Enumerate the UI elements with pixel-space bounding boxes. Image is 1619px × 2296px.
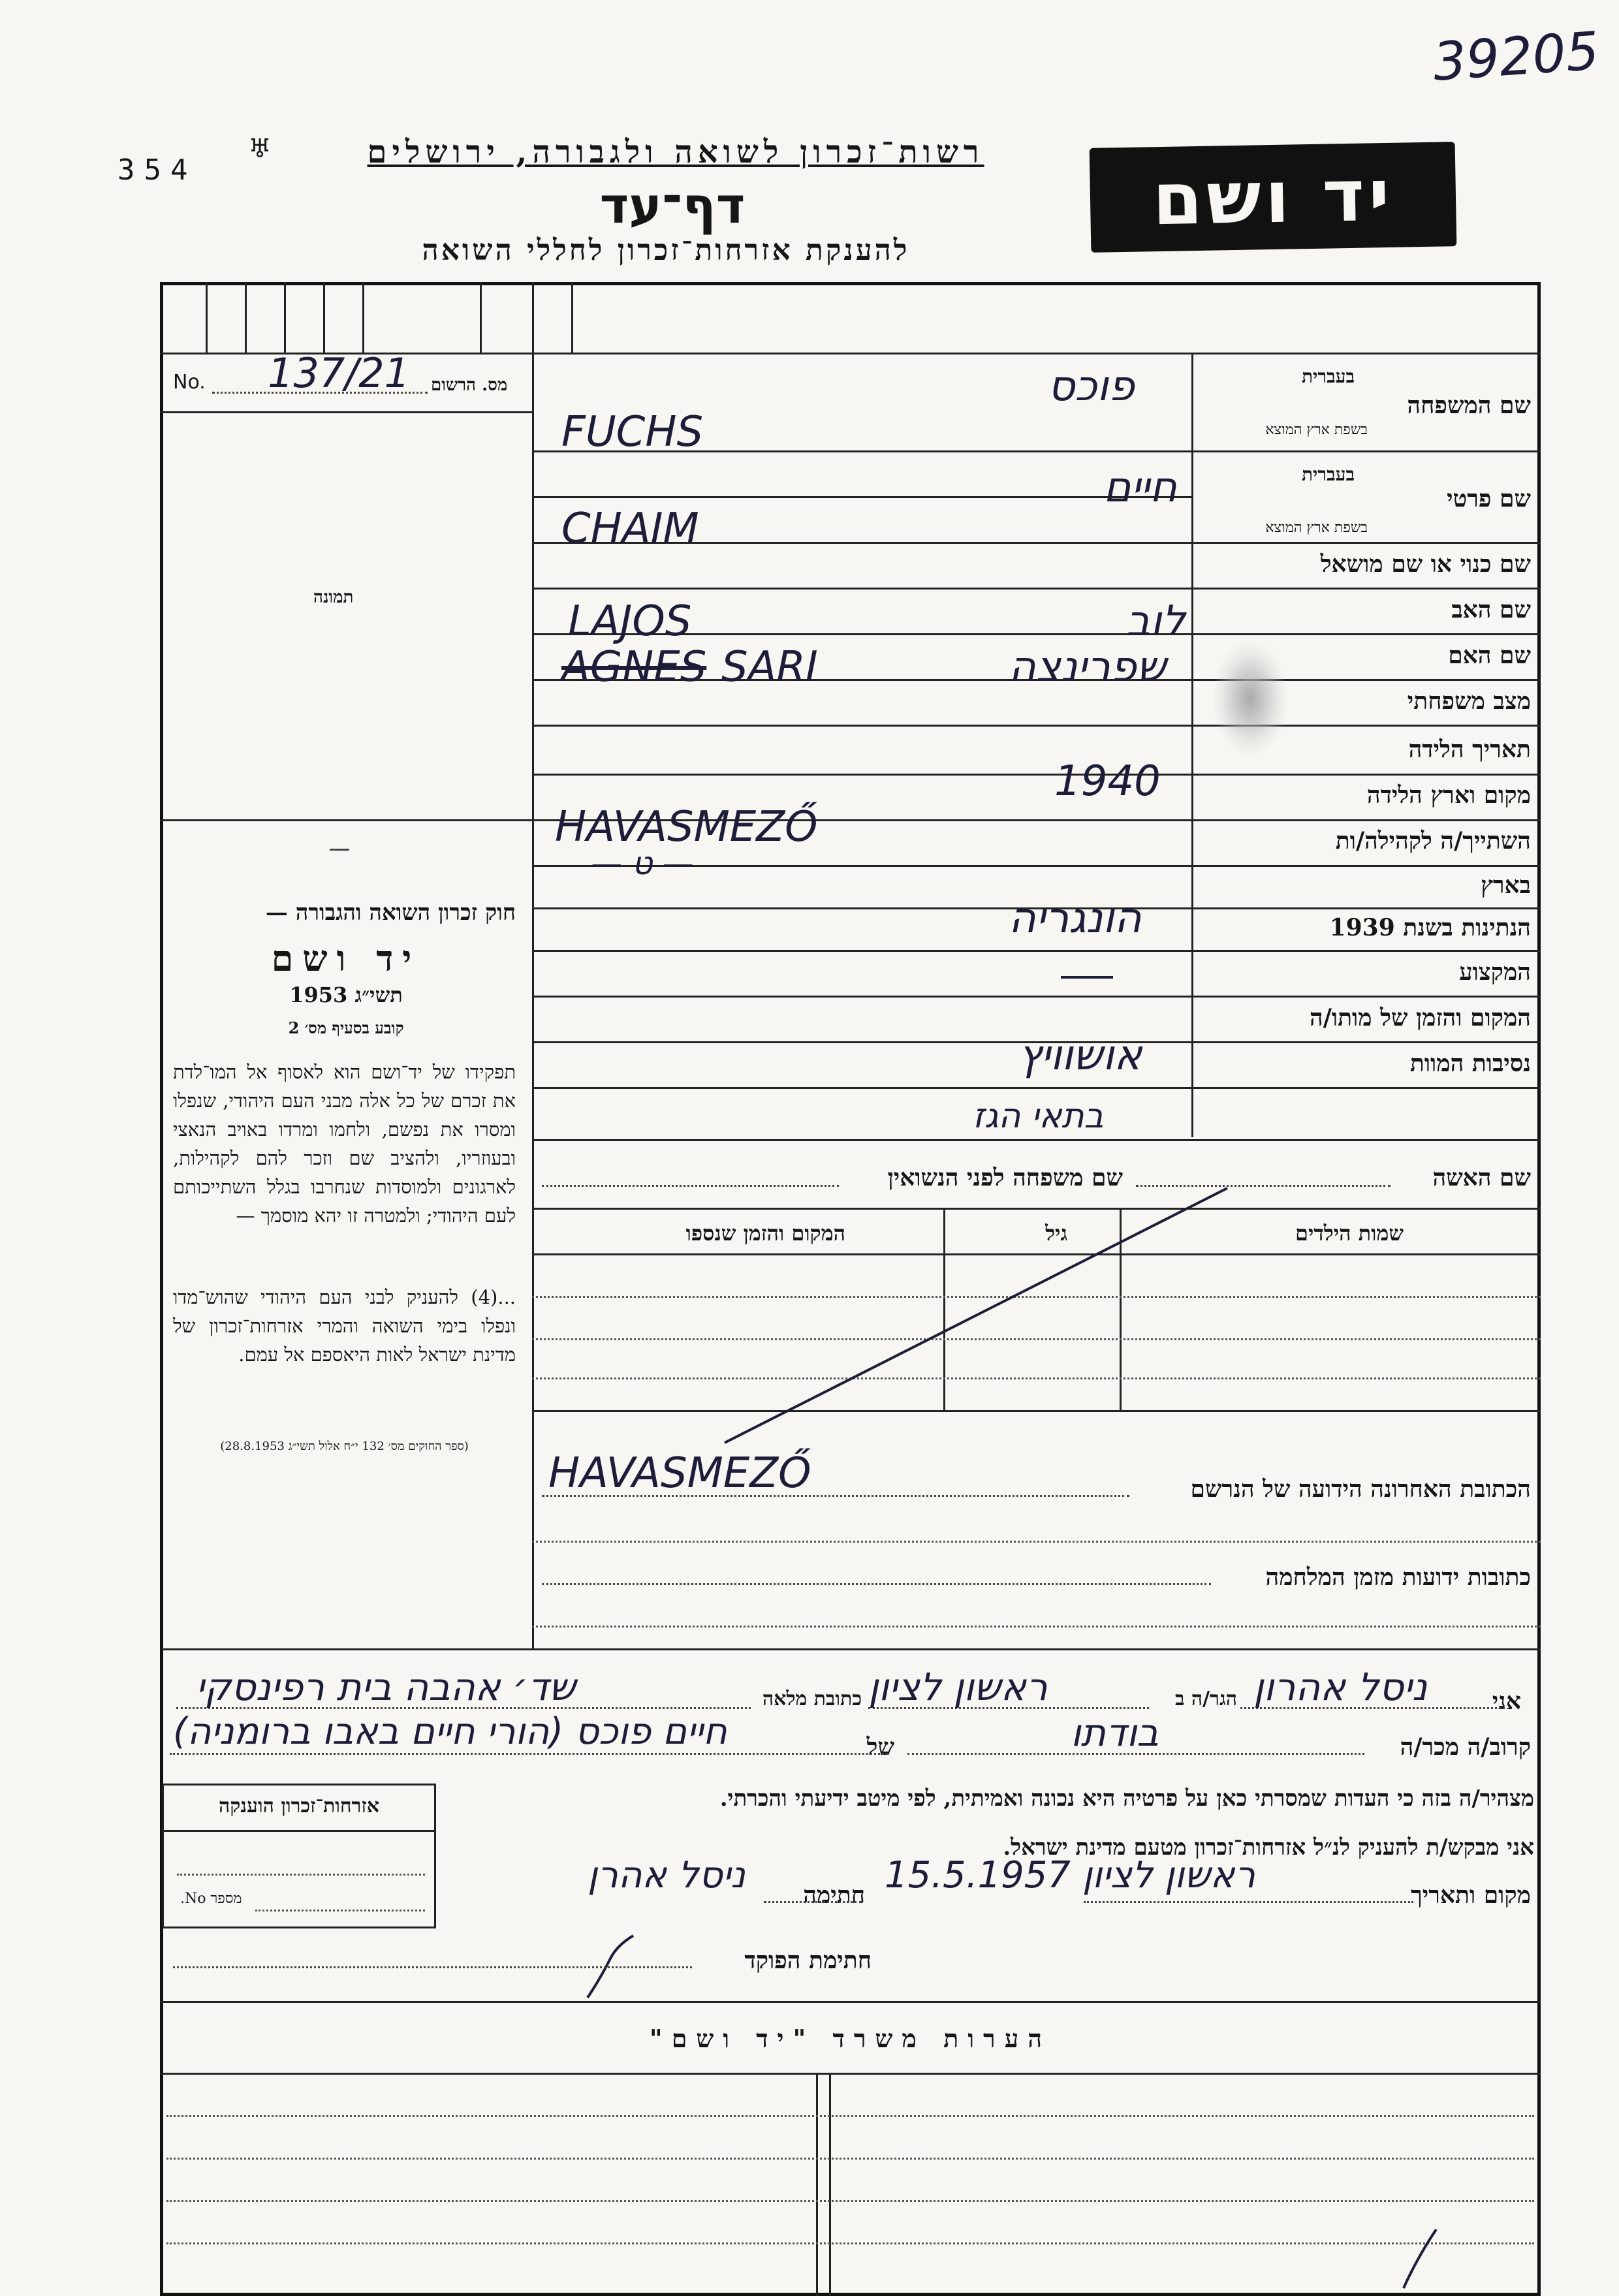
value-declarant-name[interactable]: ניסל אהרון [1253,1665,1428,1709]
law-text-2: ...(4) להעניק לבני העם היהודי שהוש־מדו ונפלו בימי השואה והמרי אזרחות־זכרון של מדינת ישראל לאות היאספם אל עמם. [173,1286,516,1366]
authority-name: רשות־זכרון לשואה ולגבורה, ירושלים [367,134,984,170]
label-family-hebrew: בעברית [1301,366,1355,387]
label-first-origin: בשפת ארץ המוצא [1265,520,1368,536]
dash-mark [1061,976,1113,979]
value-mother-latin-struck[interactable]: AGNES [561,643,707,691]
law-name: יד ושם [271,937,421,979]
value-relation[interactable]: בודתו [1071,1710,1159,1755]
value-mother-latin[interactable]: SARI [721,643,818,691]
war-addresses-dotted-line [542,1583,1211,1585]
registration-no-value[interactable]: 137/21 [268,349,411,397]
smudge-mark [1214,643,1286,754]
form-subtitle: להענקת אזרחות־זכרון לחללי השואה [422,234,910,267]
label-wife: שם האשה [1432,1164,1531,1191]
citizenship-box-title: אזרחות־זכרון הוענקה [218,1795,380,1817]
label-family-origin: בשפת ארץ המוצא [1265,422,1368,438]
value-birth-place[interactable]: HAVASMEZŐ [555,803,818,851]
label-citizenship: הנתינות בשנת 1939 [1329,914,1531,941]
label-age: גיל [1045,1221,1067,1246]
label-of: של [866,1733,894,1761]
label-i: אני [1492,1688,1521,1715]
declaration-text: מצהיר/ה בזה כי העדות שמסרתי כאן על פרטיה היא נכונה ואמיתית, לפי מיטב ידיעתי והכרתי. [719,1785,1534,1812]
label-marital: מצב משפחתי [1407,687,1531,715]
registration-reg-label: מס. הרשום [431,375,508,395]
label-birth-date: תאריך הלידה [1408,736,1531,763]
label-signature: חתימה [803,1881,865,1909]
label-address: כתובת מלאה [762,1688,862,1710]
photo-label: תמונה [313,588,354,607]
label-father: שם האב [1451,596,1531,623]
value-death-circumstances[interactable]: בתאי הגז [973,1097,1104,1136]
label-children: שמות הילדים [1295,1221,1404,1246]
label-country: בארץ [1481,872,1531,899]
citizenship-box [162,1784,436,1928]
corner-stroke [1397,2226,1443,2289]
law-text-1: תפקידו של יד־ושם הוא לאסוף אל המו־לדת את זכרם של כל אלה מבני העם היהודי, שנפלו ומסרו את נפשם, ולחמו ומרדו באויב הנאצי ובעוזריו, ולהציב שם וזכר להם לקהילות, לארגונים ולמוסדות שנחרבו בגלל השתייכותם לעם היהודי; ולמטרה זו יהא מוסמך — [173,1061,516,1227]
registration-no-label: No. [173,371,206,394]
label-death-place: המקום והזמן של מותו/ה [1310,1004,1531,1031]
label-child-death: המקום והזמן שנספו [685,1221,845,1246]
law-year: תשי״ג 1953 [289,983,403,1007]
value-death-place[interactable]: אושוויץ [1018,1031,1142,1080]
law-section: קובע בסעיף מס׳ 2 [288,1018,404,1037]
label-nickname: שם כנוי או שם מושאל [1320,550,1531,578]
label-resident: הגר/ה ב [1174,1688,1237,1710]
office-notes-title: הערות משרד "יד ושם" [649,2024,1052,2053]
of-dotted-line [170,1753,888,1755]
stray-mark [330,849,349,851]
label-profession: המקצוע [1459,958,1531,986]
label-maiden-name: שם משפחה לפני הנשואין [887,1164,1123,1191]
label-last-address: הכתובת האחרונה הידועה של הנרשם [1190,1475,1531,1503]
value-place-date[interactable]: ראשון לציון 15.5.1957 [885,1854,1255,1896]
label-mother: שם האם [1448,642,1531,669]
value-father-latin[interactable]: LAJOS [568,597,692,646]
law-footnote: (ספר החוקים מס׳ 132 י״ח אלול תשי״ג 28.8.1953) [220,1439,469,1453]
label-relation: קרוב/ה מכר/ה [1400,1733,1531,1761]
yad-vashem-logo [1090,142,1457,253]
page-number: 354 [118,153,197,187]
value-mother-hebrew[interactable]: שפרינצה [1009,643,1167,691]
request-text: אני מבקש/ת להעניק לנ״ל אזרחות־זכרון מטעם מדינת ישראל. [1003,1834,1534,1861]
label-birth-place: מקום וארץ הלידה [1366,781,1531,809]
value-address[interactable]: שד׳ אהבה בית רפינסקי [196,1665,576,1709]
value-resident[interactable]: ראשון לציון [868,1665,1048,1709]
value-last-address[interactable]: HAVASMEZŐ [548,1449,811,1498]
cross-out-stroke [718,1175,1240,1449]
label-community: השתייך/ה לקהילה/ות [1335,827,1531,855]
value-birth-year[interactable]: 1940 [1054,757,1161,806]
value-country[interactable]: הונגריה [1009,894,1142,943]
value-father-hebrew[interactable]: לוב [1126,597,1186,646]
citizenship-box-number: מספר No. [180,1891,242,1907]
logo-text: יד ושם [1152,153,1394,242]
photo-area [163,413,531,817]
value-family-latin[interactable]: FUCHS [561,408,704,456]
officer-dotted-line [173,1966,692,1968]
label-place-date: מקום ותאריך [1411,1881,1531,1909]
small-mark-icon: ♅ [248,134,272,164]
value-signature[interactable]: ניסל אהרן [588,1854,746,1896]
signature-dotted-line [764,1901,862,1903]
value-first-hebrew[interactable]: חיים [1103,464,1177,512]
label-first-hebrew: בעברית [1301,464,1355,485]
label-family-name: שם המשפחה [1407,392,1531,419]
label-officer-signature: חתימת הפוקד [744,1947,872,1974]
form-title: דף־עד [599,176,746,234]
archive-stamp-number: 39205 [1431,20,1601,93]
value-first-latin[interactable]: CHAIM [561,505,699,553]
value-community[interactable]: — ט — [591,845,694,882]
officer-signature-stroke [574,1932,653,2004]
place-date-dotted-line [1084,1901,1413,1903]
label-first-name: שם פרטי [1447,485,1531,512]
label-death-circumstances: נסיבות המוות [1409,1050,1531,1077]
law-title: חוק זכרון השואה והגבורה — [265,900,516,926]
value-family-hebrew[interactable]: פוכס [1048,362,1135,411]
label-war-addresses: כתובות ידועות מזמן המלחמה [1265,1564,1531,1591]
value-of[interactable]: חיים פוכס (הורי חיים באבו ברומניה) [173,1710,727,1753]
